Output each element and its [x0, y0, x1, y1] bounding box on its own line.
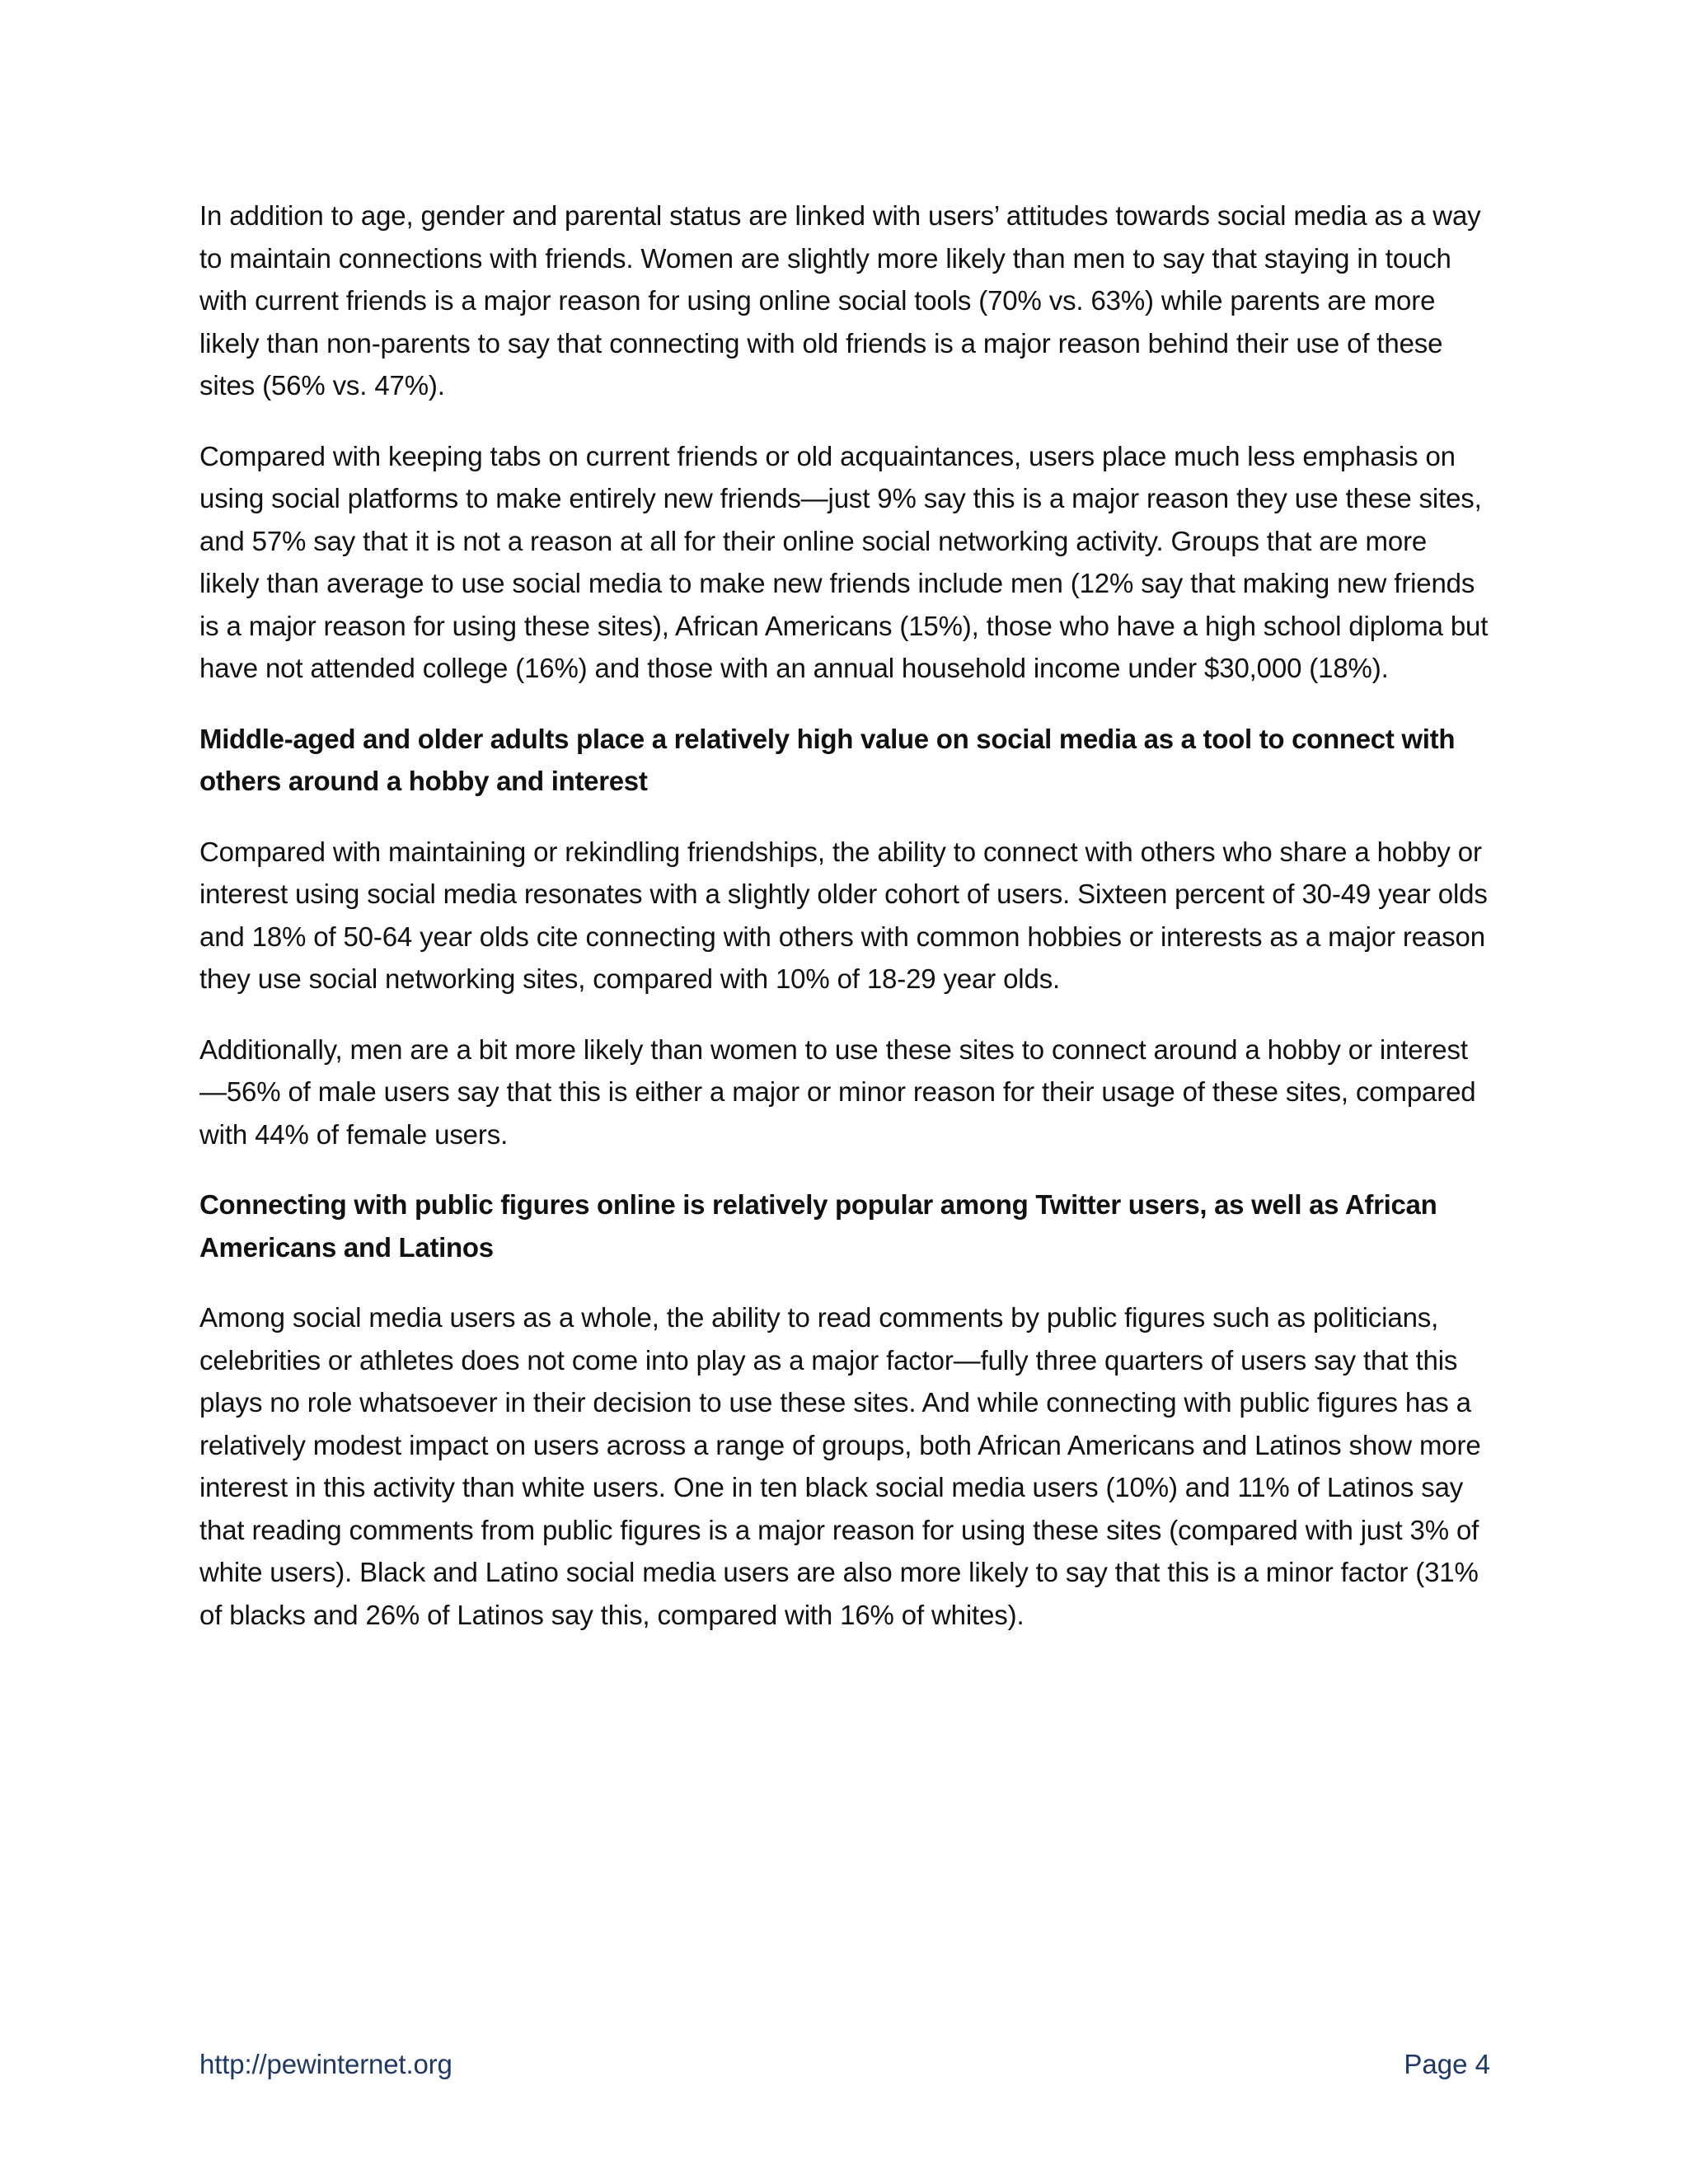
paragraph-hobby-cohort: Compared with maintaining or rekindling friendships, the ability to connect with others who share a hobby or interest using social media resonates with a slightly older cohort of users. Sixteen percent of 30-49 year olds and 18% of 50-64 year olds cite connecting with others with common hobbies or interests as a major reason they use social networking sites, compared with 10% of 18-29 year olds.: [199, 836, 1488, 994]
paragraph-new-friends: Compared with keeping tabs on current friends or old acquaintances, users place much less emphasis on using social platforms to make entirely new friends—just 9% say this is a major reason they use these sites, and 57% say that it is not a reason at all for their online social networking activity. Groups that are more likely than average to use social media to make new friends include men (12% say that making new friends is a major reason for using these sites), African Americans (15%), those who have a high school diploma but have not attended college (16%) and those with an annual household income under $30,000 (18%).: [199, 440, 1489, 683]
heading-public-figures: Connecting with public figures online is relatively popular among Twitter users, as well as African Americans and Latinos: [199, 1189, 1437, 1263]
paragraph-public-figures: Among social media users as a whole, the ability to read comments by public figures such as politicians, celebrities or athletes does not come into play as a major factor—fully three quarters of users say that this plays no role whatsoever in their decision to use these sites. And while connecting with public figures has a relatively modest impact on users across a range of groups, both African Americans and Latinos show more interest in this activity than white users. One in ten black social media users (10%) and 11% of Latinos say that reading comments from public figures is a major reason for using these sites (compared with just 3% of white users). Black and Latino social media users are also more likely to say that this is a minor factor (31% of blacks and 26% of Latinos say this, compared with 16% of whites).: [199, 1302, 1481, 1630]
heading-hobby-interest: Middle-aged and older adults place a relatively high value on social media as a tool to connect with others around a hobby and interest: [199, 723, 1456, 796]
footer-website-link[interactable]: http://pewinternet.org: [199, 2049, 452, 2079]
paragraph-age-gender-parental: In addition to age, gender and parental status are linked with users’ attitudes towards social media as a way to maintain connections with friends. Women are slightly more likely than men to say that staying in touch with current friends is a major reason for using online social tools (70% vs. 63%) while parents are more likely than non-parents to say that connecting with old friends is a major reason behind their use of these sites (56% vs. 47%).: [199, 200, 1481, 401]
paragraph-men-women-hobby: Additionally, men are a bit more likely than women to use these sites to connect around a hobby or interest—56% of male users say that this is either a major or minor reason for their usage of these sites, compared with 44% of female users.: [199, 1033, 1476, 1150]
footer-page-number: Page 4: [1404, 2049, 1490, 2079]
document-body: [199, 194, 1493, 1664]
